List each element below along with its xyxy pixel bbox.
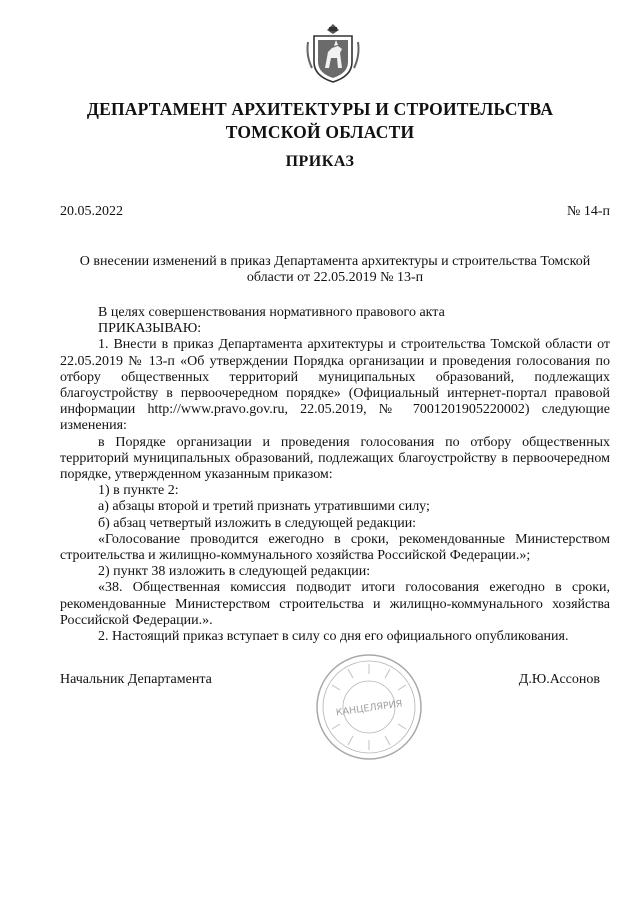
order-keyword: ПРИКАЗЫВАЮ: bbox=[98, 321, 202, 337]
document-subject: О внесении изменений в приказ Департамента архитектуры и строительства Томской области от 22.05.2019 № 13-п bbox=[79, 254, 591, 285]
body-paragraph-8: «38. Общественная комиссия подводит итоги голосования ежегодно в сроки, рекомендованные Министерством строительства и жилищно-коммунального хозяйства Российской Федерации.». bbox=[60, 580, 610, 628]
body-paragraph-5: б) абзац четвертый изложить в следующей редакции: bbox=[98, 515, 417, 531]
organization-line-1: ДЕПАРТАМЕНТ АРХИТЕКТУРЫ И СТРОИТЕЛЬСТВА bbox=[86, 99, 554, 119]
body-paragraph-6: «Голосование проводится ежегодно в сроки, рекомендованные Министерством строительства и жилищно-коммунального хозяйства Российской Федерации.»; bbox=[60, 531, 610, 564]
coat-of-arms-icon bbox=[304, 22, 362, 84]
signatory-name: Д.Ю.Ассонов bbox=[518, 672, 600, 687]
organization-name bbox=[0, 98, 640, 144]
body-paragraph-4: а) абзацы второй и третий признать утратившими силу; bbox=[98, 499, 430, 515]
organization-line-2: ТОМСКОЙ ОБЛАСТИ bbox=[225, 122, 415, 142]
document-number: № 14-п bbox=[566, 204, 610, 219]
stamp-center-text: КАНЦЕЛЯРИЯ bbox=[335, 698, 404, 719]
body-paragraph-7: 2) пункт 38 изложить в следующей редакции: bbox=[98, 564, 371, 580]
document-date: 20.05.2022 bbox=[60, 204, 123, 219]
body-paragraph-1: 1. Внести в приказ Департамента архитектуры и строительства Томской области от 22.05.2019 № 13-п «Об утверждении Порядка организации и проведения голосования по отбору общественных территорий муниципальных образований, подлежащих благоустройству в первоочередном порядке» (Официальный интернет-портал правовой информации http://www.pravo.gov.ru, 22.05.2019, № 7001201905220002) следующие изменения: bbox=[60, 337, 610, 434]
signatory-title: Начальник Департамента bbox=[60, 672, 212, 687]
office-stamp-icon bbox=[314, 652, 424, 762]
preamble-paragraph: В целях совершенствования нормативного правового акта bbox=[98, 305, 445, 320]
document-type: ПРИКАЗ bbox=[285, 153, 355, 170]
body-paragraph-9: 2. Настоящий приказ вступает в силу со дня его официального опубликования. bbox=[98, 629, 569, 645]
body-paragraph-3: 1) в пункте 2: bbox=[98, 483, 179, 499]
body-paragraph-2: в Порядке организации и проведения голосования по отбору общественных территорий муниципальных образований, подлежащих благоустройству в первоочередном порядке, утвержденном указанным приказом: bbox=[60, 434, 610, 483]
document-body bbox=[60, 305, 610, 645]
